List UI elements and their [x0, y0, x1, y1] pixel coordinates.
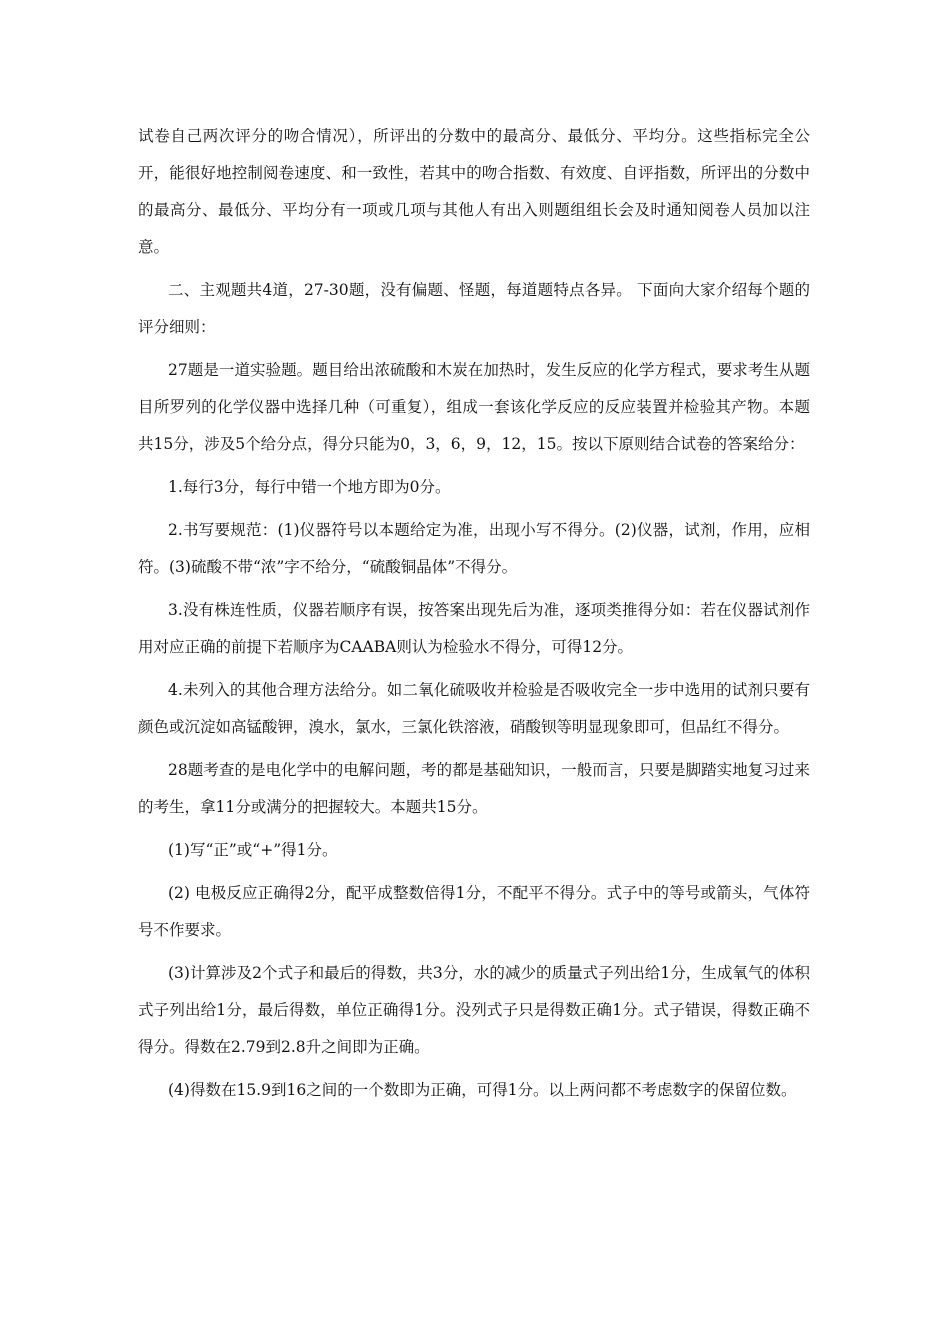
paragraph-5: 2.书写要规范：(1)仪器符号以本题给定为准，出现小写不得分。(2)仪器，试剂，作用，应相符。(3)硫酸不带“浓”字不给分，“硫酸铜晶体”不得分。 [138, 521, 810, 576]
paragraph-4: 1.每行3分，每行中错一个地方即为0分。 [168, 478, 451, 496]
paragraph-11: (3)计算涉及2个式子和最后的得数，共3分，水的减少的质量式子列出给1分，生成氧气的体积式子列出给1分，最后得数，单位正确得1分。没列式子只是得数正确1分。式子错误，得数正确不得分。得数在2.79到2.8升之间即为正确。 [138, 964, 810, 1056]
paragraph-2: 二、主观题共4道，27-30题，没有偏题、怪题，每道题特点各异。 下面向大家介绍每个题的评分细则： [138, 281, 810, 336]
paragraph-8: 28题考查的是电化学中的电解问题，考的都是基础知识，一般而言，只要是脚踏实地复习过来的考生，拿11分或满分的把握较大。本题共15分。 [138, 761, 810, 816]
paragraph-12: (4)得数在15.9到16之间的一个数即为正确，可得1分。以上两问都不考虑数字的保留位数。 [168, 1081, 797, 1099]
paragraph-9: (1)写“正”或“+”得1分。 [168, 841, 338, 859]
paragraph-10: (2) 电极反应正确得2分，配平成整数倍得1分，不配平不得分。式子中的等号或箭头，气体符号不作要求。 [138, 884, 810, 939]
paragraph-6: 3.没有株连性质，仪器若顺序有误，按答案出现先后为准，逐项类推得分如：若在仪器试剂作用对应正确的前提下若顺序为CAABA则认为检验水不得分，可得12分。 [138, 601, 810, 656]
paragraph-1: 试卷自己两次评分的吻合情况），所评出的分数中的最高分、最低分、平均分。这些指标完全公开，能很好地控制阅卷速度、和一致性，若其中的吻合指数、有效度、自评指数，所评出的分数中的最高分、最低分、平均分有一项或几项与其他人有出入则题组组长会及时通知阅卷人员加以注意。 [138, 127, 810, 256]
paragraph-3: 27题是一道实验题。题目给出浓硫酸和木炭在加热时，发生反应的化学方程式，要求考生从题目所罗列的化学仪器中选择几种（可重复），组成一套该化学反应的反应装置并检验其产物。本题共15分，涉及5个给分点，得分只能为0，3，6，9，12，15。按以下原则结合试卷的答案给分： [138, 361, 810, 453]
document-body [138, 118, 810, 1115]
paragraph-7: 4.未列入的其他合理方法给分。如二氧化硫吸收并检验是否吸收完全一步中选用的试剂只要有颜色或沉淀如高锰酸钾，溴水，氯水，三氯化铁溶液，硝酸钡等明显现象即可，但品红不得分。 [138, 681, 810, 736]
